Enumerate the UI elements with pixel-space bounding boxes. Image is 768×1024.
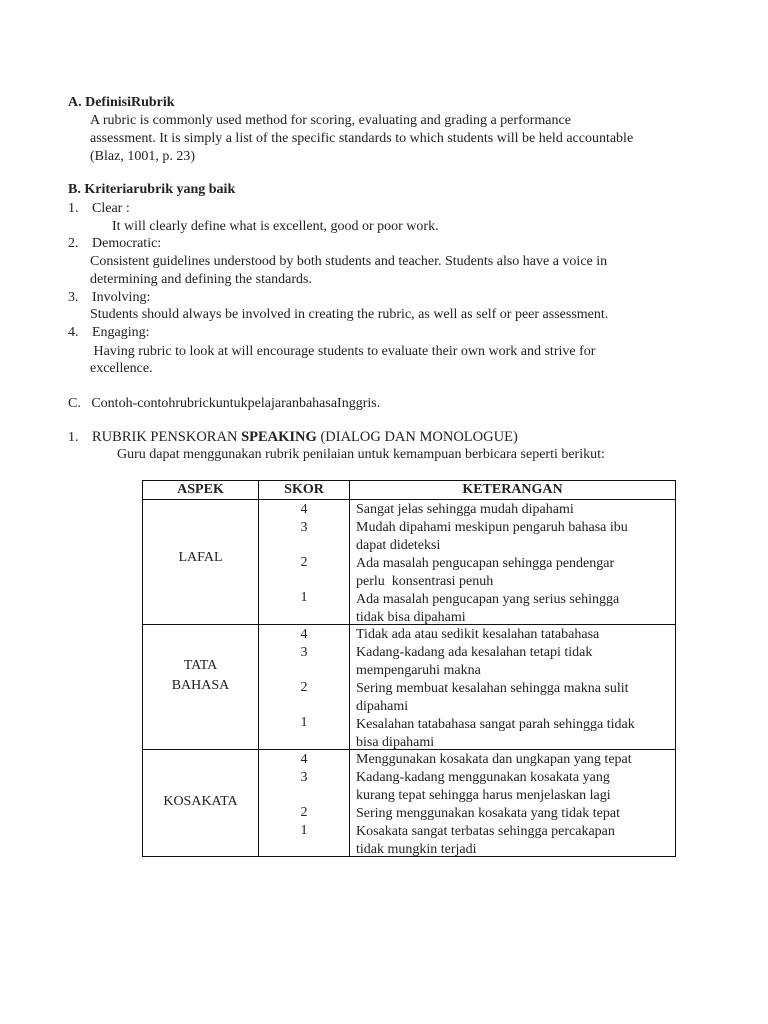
list-item-number: 1.: [68, 201, 79, 216]
list-item-text: determining and defining the standards.: [90, 272, 312, 287]
rubric-title-post: (DIALOG DAN MONOLOGUE): [316, 429, 518, 445]
list-item-number: 4.: [68, 325, 79, 340]
list-item-text: Students should always be involved in creating the rubric, as well as self or peer assessment.: [90, 307, 609, 322]
list-item-label: Engaging:: [92, 325, 150, 340]
section-a-heading: A. DefinisiRubrik: [68, 95, 175, 110]
description-line: Mudah dipahami meskipun pengaruh bahasa ibu: [356, 520, 628, 535]
description-line: dapat dideteksi: [356, 538, 441, 553]
keterangan-cell: [350, 625, 676, 750]
description-line: Ada masalah pengucapan yang serius sehingga: [356, 592, 620, 607]
skor-cell: [259, 625, 350, 750]
description-line: perlu konsentrasi penuh: [356, 574, 494, 589]
description-line: Kadang-kadang menggunakan kosakata yang: [356, 770, 610, 785]
list-item-text: Consistent guidelines understood by both students and teacher. Students also have a voice in: [90, 254, 608, 269]
score-value: 3: [300, 645, 308, 660]
header-keterangan: KETERANGAN: [350, 481, 676, 500]
table-row: [143, 500, 676, 625]
keterangan-cell: [350, 750, 676, 857]
aspek-cell: [143, 750, 259, 857]
aspek-cell: [143, 625, 259, 750]
description-line: Kosakata sangat terbatas sehingga percakapan: [356, 824, 615, 839]
list-item-label: Clear :: [92, 201, 130, 216]
list-item-text: It will clearly define what is excellent, good or poor work.: [112, 219, 439, 234]
aspek-cell: [143, 500, 259, 625]
rubric-title-pre: RUBRIK PENSKORAN: [92, 429, 242, 445]
score-value: 2: [300, 805, 308, 820]
section-a-line: (Blaz, 1001, p. 23): [90, 149, 195, 164]
score-value: 1: [300, 715, 308, 730]
skor-cell: [259, 750, 350, 857]
rubric-number: 1.: [68, 430, 79, 445]
description-line: Sering menggunakan kosakata yang tidak tepat: [356, 806, 620, 821]
score-value: 1: [300, 590, 308, 605]
section-a-line: A rubric is commonly used method for scoring, evaluating and grading a performance: [90, 113, 571, 128]
description-line: tidak bisa dipahami: [356, 610, 466, 625]
rubric-title-bold: SPEAKING: [241, 429, 317, 445]
rubric-title: [92, 429, 518, 447]
description-line: Tidak ada atau sedikit kesalahan tatabahasa: [356, 627, 600, 642]
header-skor: SKOR: [259, 481, 350, 500]
list-item-text: Having rubric to look at will encourage students to evaluate their own work and strive for: [90, 344, 596, 359]
section-b-heading: B. Kriteriarubrik yang baik: [68, 182, 236, 197]
description-line: Menggunakan kosakata dan ungkapan yang tepat: [356, 752, 632, 767]
section-c-text: C. Contoh-contohrubrickuntukpelajaranbahasaInggris.: [68, 396, 381, 411]
list-item-number: 3.: [68, 290, 79, 305]
score-value: 4: [300, 752, 308, 767]
description-line: Ada masalah pengucapan sehingga pendengar: [356, 556, 615, 571]
rubric-intro: Guru dapat menggunakan rubrik penilaian untuk kemampuan berbicara seperti berikut:: [117, 447, 605, 462]
description-line: bisa dipahami: [356, 735, 435, 750]
aspek-label: TATA: [183, 658, 218, 673]
list-item-text: excellence.: [90, 361, 153, 376]
list-item-label: Democratic:: [92, 236, 162, 251]
score-value: 2: [300, 680, 308, 695]
description-line: dipahami: [356, 699, 409, 714]
aspek-label: KOSAKATA: [163, 794, 238, 810]
aspek-label: BAHASA: [171, 678, 230, 693]
score-value: 3: [300, 520, 308, 535]
table-row: [143, 750, 676, 857]
description-line: Sering membuat kesalahan sehingga makna sulit: [356, 681, 629, 696]
score-value: 4: [300, 502, 308, 517]
header-aspek: ASPEK: [143, 481, 259, 500]
description-line: tidak mungkin terjadi: [356, 842, 477, 857]
description-line: Sangat jelas sehingga mudah dipahami: [356, 502, 574, 517]
description-line: Kadang-kadang ada kesalahan tetapi tidak: [356, 645, 593, 660]
rubric-table: [142, 480, 676, 857]
score-value: 3: [300, 770, 308, 785]
table-header-row: [143, 481, 676, 500]
score-value: 4: [300, 627, 308, 642]
section-a-line: assessment. It is simply a list of the specific standards to which students will be held accountable: [90, 131, 634, 146]
table-row: [143, 625, 676, 750]
description-line: kurang tepat sehingga harus menjelaskan lagi: [356, 788, 611, 803]
description-line: mempengaruhi makna: [356, 663, 481, 678]
description-line: Kesalahan tatabahasa sangat parah sehingga tidak: [356, 717, 635, 732]
keterangan-cell: [350, 500, 676, 625]
list-item-number: 2.: [68, 236, 79, 251]
score-value: 2: [300, 555, 308, 570]
list-item-label: Involving:: [92, 290, 151, 305]
skor-cell: [259, 500, 350, 625]
aspek-label: LAFAL: [178, 550, 223, 566]
score-value: 1: [300, 823, 308, 838]
